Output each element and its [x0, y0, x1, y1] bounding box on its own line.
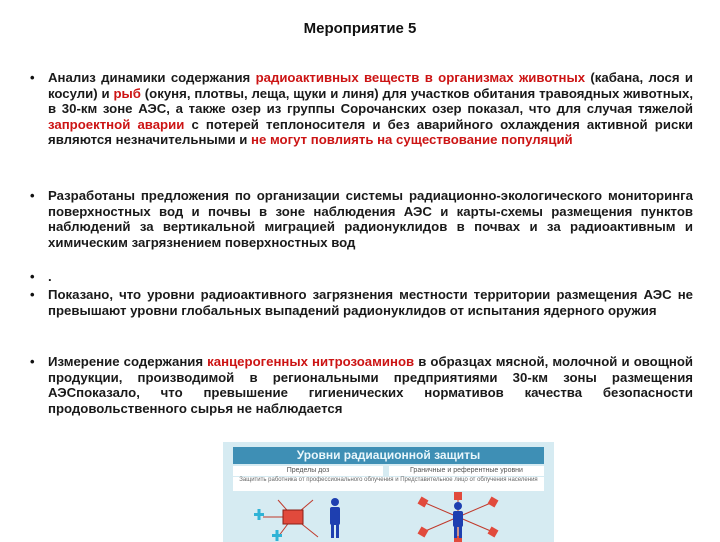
- bullet-4: •: [30, 287, 35, 302]
- text-run: (кабана, лося и косули) и: [48, 70, 693, 101]
- text-run: Анализ динамики содержания: [48, 70, 256, 85]
- paragraph-animals-analysis: [48, 70, 693, 148]
- text-run: (окуня, плотвы, леща, щуки и линя) для участков обитания травоядных животных, в 30-км зоне АЭС, а также озер из группы Сорочанских озер показал, что для случая тяжелой: [48, 85, 693, 116]
- highlighted-text: радиоактивных веществ в организмах животных: [255, 70, 586, 85]
- figure-subtitle: Защитить работника от профессионального облучения и Представительное лицо от облучения населения: [233, 477, 544, 491]
- figure-title: Уровни радиационной защиты: [233, 447, 544, 464]
- text-run: с потерей теплоносителя и без аварийного охлаждения активной риски являются незначительными и: [48, 116, 693, 147]
- highlighted-text: не могут повлиять на существование популяций: [251, 132, 573, 147]
- medical-cross-icon: [272, 530, 282, 541]
- text-run: в образцах мясной, молочной и овощной продукции, производимой в региональными предприятиями 30-км зоны размещения АЭСпоказало, что превышение гигиенических нормативов качества безопасности продовольственного сырья не наблюдается: [48, 354, 693, 416]
- radiation-icon: [283, 510, 303, 524]
- right-diagram: [418, 492, 499, 542]
- paragraph-monitoring-proposals: [48, 188, 693, 250]
- highlighted-text: рыб: [113, 85, 141, 101]
- bullet-5: •: [30, 354, 35, 369]
- text-run: Разработаны предложения по организации системы радиационно-экологического мониторинга поверхностных вод и почвы в зоне наблюдения АЭС и карты-схемы размещения пунктов наблюдений за вертикальной миграцией радионуклидов в почвах и за радиоактивным и химическим загрязнением поверхностных вод: [48, 188, 693, 250]
- highlighted-text: запроектной аварии: [48, 116, 185, 132]
- bullet-1: •: [30, 70, 35, 85]
- figure-col-right: Граничные и референтные уровни: [389, 466, 544, 476]
- medical-cross-icon: [254, 509, 264, 520]
- paragraph-dot: [48, 269, 693, 285]
- text-run: Показано, что уровни радиоактивного загрязнения местности территории размещения АЭС не превышают уровни глобальных выпадений радионуклидов от испытания ядерного оружия: [48, 287, 693, 318]
- bullet-2: •: [30, 188, 35, 203]
- paragraph-nitrosamines: [48, 354, 693, 416]
- left-diagram: [254, 498, 340, 541]
- bullet-3: •: [30, 269, 35, 284]
- radiation-protection-figure: [223, 442, 554, 542]
- text-run: Измерение содержания: [48, 354, 208, 369]
- page-title: Мероприятие 5: [303, 20, 417, 37]
- paragraph-contamination-levels: [48, 287, 693, 318]
- person-icon: [330, 498, 340, 538]
- text-run: .: [48, 269, 52, 284]
- highlighted-text: канцерогенных нитрозоаминов: [207, 354, 415, 369]
- figure-col-left: Пределы доз: [233, 466, 383, 476]
- figure-diagram: [223, 492, 554, 542]
